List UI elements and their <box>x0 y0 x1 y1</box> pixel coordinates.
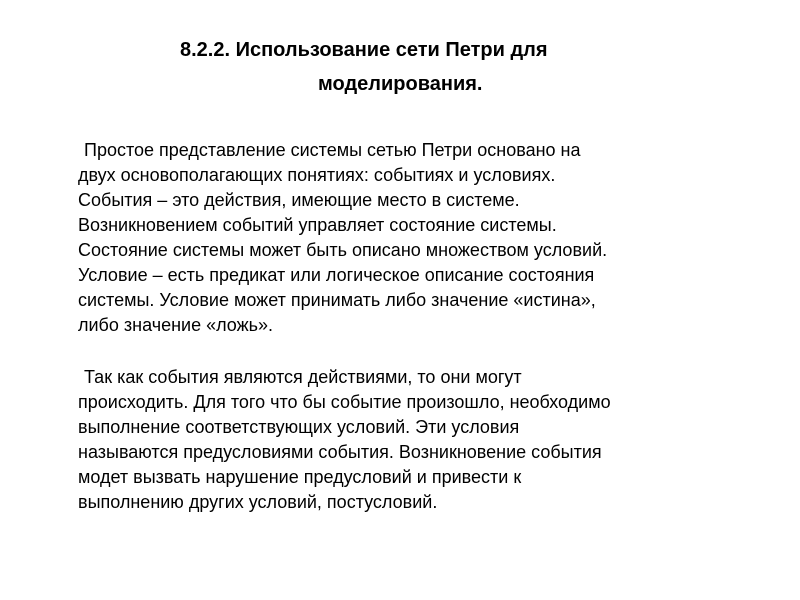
paragraph-1-line-8: либо значение «ложь». <box>78 315 274 335</box>
paragraph-2-line-1: Так как события являются действиями, то они могут <box>84 367 522 387</box>
paragraph-1-line-5: Состояние системы может быть описано множеством условий. <box>78 240 608 260</box>
paragraph-2-line-5: модет вызвать нарушение предусловий и привести к <box>78 467 522 487</box>
paragraph-1-line-2: двух основополагающих понятиях: событиях и условиях. <box>78 165 556 185</box>
paragraph-1-line-3: События – это действия, имеющие место в системе. <box>78 190 520 210</box>
paragraph-2-line-2: происходить. Для того что бы событие произошло, необходимо <box>78 392 611 412</box>
paragraph-1-line-6: Условие – есть предикат или логическое описание состояния <box>78 265 595 285</box>
paragraph-2-line-3: выполнение соответствующих условий. Эти условия <box>78 417 520 437</box>
slide-title-line-2: моделирования. <box>318 73 483 95</box>
paragraph-2-line-4: называются предусловиями события. Возникновение события <box>78 442 602 462</box>
paragraph-1-line-7: системы. Условие может принимать либо значение «истина», <box>78 290 596 310</box>
paragraph-1-line-1: Простое представление системы сетью Петри основано на <box>84 140 581 160</box>
slide-title-line-1: 8.2.2. Использование сети Петри для <box>180 39 548 61</box>
paragraph-1-line-4: Возникновением событий управляет состояние системы. <box>78 215 557 235</box>
paragraph-2-line-6: выполнению других условий, постусловий. <box>78 492 438 512</box>
